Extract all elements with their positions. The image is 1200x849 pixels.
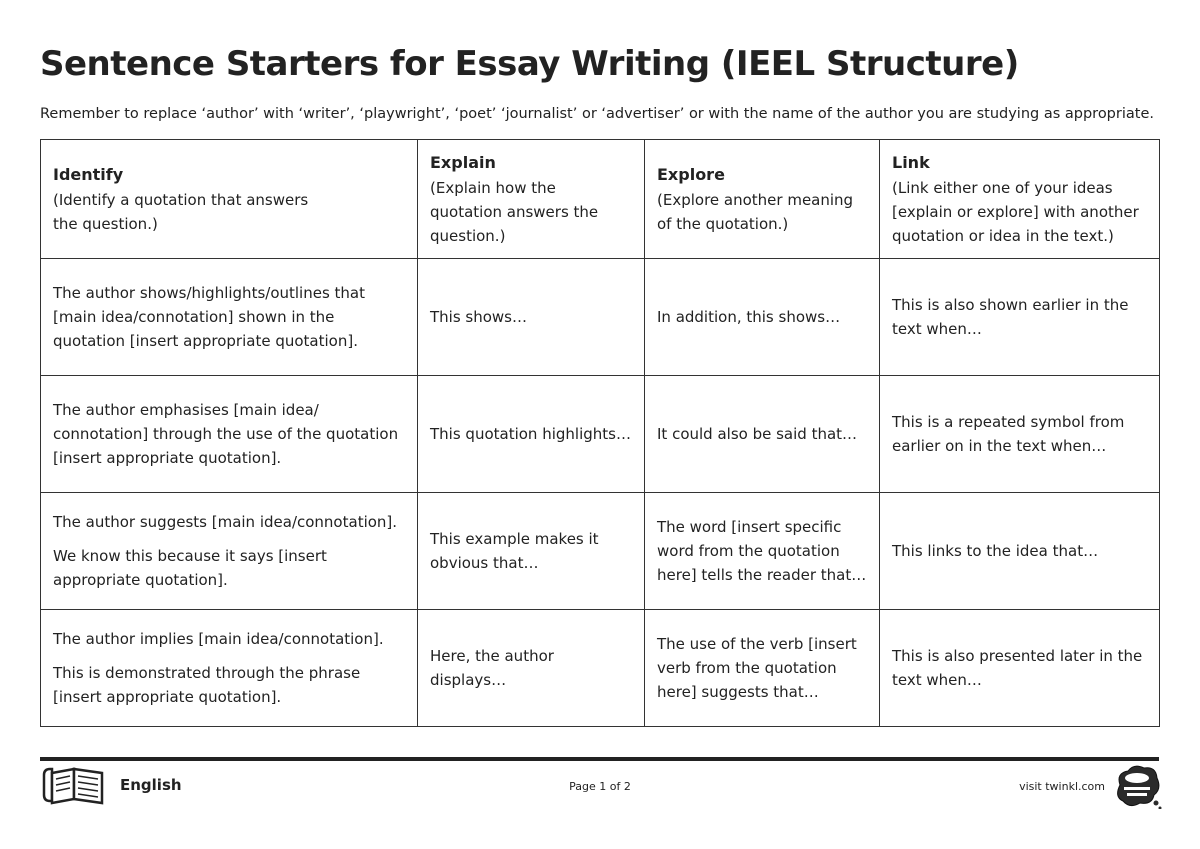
header-desc: (Explain how the quotation answers the question.) bbox=[430, 179, 599, 245]
identify-text: We know this because it says [insert appropriate quotation]. bbox=[53, 547, 327, 589]
cell-explain: This quotation highlights… bbox=[418, 376, 645, 493]
table-row bbox=[41, 610, 1160, 727]
table-row bbox=[41, 376, 1160, 493]
header-row bbox=[41, 140, 1160, 259]
cell-link: This is also presented later in the text when… bbox=[880, 610, 1160, 727]
header-explore bbox=[645, 140, 880, 259]
identify-text: The author emphasises [main idea/ connotation] through the use of the quotation [insert appropriate quotation]. bbox=[53, 401, 399, 467]
table-row bbox=[41, 259, 1160, 376]
header-desc: (Link either one of your ideas [explain or explore] with another quotation or idea in the text.) bbox=[892, 179, 1139, 245]
header-desc: (Identify a quotation that answers the question.) bbox=[53, 191, 309, 233]
page-number: Page 1 of 2 bbox=[569, 780, 631, 793]
footer-subject bbox=[40, 765, 182, 805]
footer-rule bbox=[40, 757, 1159, 761]
cell-explore: The word [insert specific word from the quotation here] tells the reader that… bbox=[645, 493, 880, 610]
header-link bbox=[880, 140, 1160, 259]
cell-link: This is also shown earlier in the text when… bbox=[880, 259, 1160, 376]
ieel-table bbox=[40, 139, 1160, 727]
subject-label: English bbox=[120, 776, 182, 794]
cell-explore: In addition, this shows… bbox=[645, 259, 880, 376]
page-title: Sentence Starters for Essay Writing (IEEL Structure) bbox=[40, 44, 1019, 84]
cell-identify bbox=[41, 376, 418, 493]
header-title: Link bbox=[892, 153, 930, 172]
cell-explore: It could also be said that… bbox=[645, 376, 880, 493]
identify-text: This is demonstrated through the phrase [insert appropriate quotation]. bbox=[53, 664, 361, 706]
quality-standard-badge-icon bbox=[1112, 763, 1162, 809]
cell-link: This is a repeated symbol from earlier on in the text when… bbox=[880, 376, 1160, 493]
cell-explain: This shows… bbox=[418, 259, 645, 376]
cell-explore: The use of the verb [insert verb from the quotation here] suggests that… bbox=[645, 610, 880, 727]
identify-text: The author implies [main idea/connotation]. bbox=[53, 630, 384, 648]
cell-identify bbox=[41, 610, 418, 727]
cell-explain: This example makes it obvious that… bbox=[418, 493, 645, 610]
cell-identify bbox=[41, 259, 418, 376]
header-identify bbox=[41, 140, 418, 259]
cell-identify bbox=[41, 493, 418, 610]
cell-explain: Here, the author displays… bbox=[418, 610, 645, 727]
book-icon bbox=[40, 765, 110, 805]
header-title: Explore bbox=[657, 165, 725, 184]
table-row bbox=[41, 493, 1160, 610]
header-title: Identify bbox=[53, 165, 124, 184]
header-desc: (Explore another meaning of the quotation.) bbox=[657, 191, 854, 233]
identify-text: The author suggests [main idea/connotation]. bbox=[53, 513, 398, 531]
cell-link: This links to the idea that… bbox=[880, 493, 1160, 610]
identify-text: The author shows/highlights/outlines that [main idea/connotation] shown in the quotation [insert appropriate quotation]. bbox=[53, 284, 365, 350]
header-explain bbox=[418, 140, 645, 259]
visit-link[interactable]: visit twinkl.com bbox=[1019, 780, 1105, 793]
intro-note: Remember to replace ‘author’ with ‘writer’, ‘playwright’, ‘poet’ ‘journalist’ or ‘advertiser’ or with the name of the author you are studying as appropriate. bbox=[40, 106, 1154, 122]
header-title: Explain bbox=[430, 153, 496, 172]
